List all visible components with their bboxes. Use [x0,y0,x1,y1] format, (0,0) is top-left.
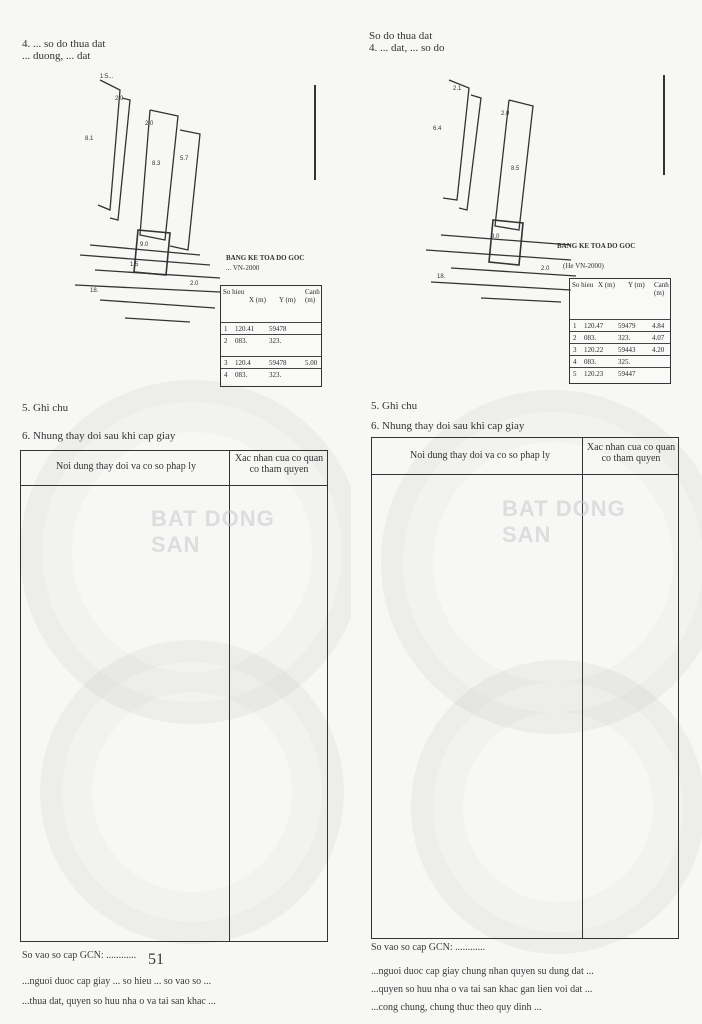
svg-text:2.0: 2.0 [190,281,199,287]
right-header-line2: 4. ... dat, ... so do [369,42,445,54]
right-table-col1-header: Noi dung thay doi va co so phap ly [410,450,550,461]
coord-row: 4 083. 323. [221,368,321,381]
left-footer-num: 51 [148,951,164,968]
svg-text:18.: 18. [437,274,446,280]
coord-row: 1 120.47 59479 4.84 [570,319,670,332]
coord-header-edge: Canh (m) [305,288,320,304]
left-section-title: 6. Nhung thay doi sau khi cap giay [22,430,176,442]
coord-header-y: Y (m) [279,296,296,304]
svg-text:2.0: 2.0 [145,121,154,127]
right-footer-label: So vao so cap GCN: ............ [371,942,486,953]
coord-row: 3 120.4 59478 5.00 [221,356,321,369]
left-watermark-text: BAT DONG SAN [151,506,275,557]
left-map-edge-bar [314,85,316,180]
left-table-col2-header: Xac nhan cua co quan co tham quyen [234,453,324,475]
svg-text:2.0: 2.0 [501,111,510,117]
left-table-col1-header: Noi dung thay doi va co so phap ly [56,461,196,472]
right-footer-line: ...quyen so huu nha o va tai san khac gan lien voi dat ... [371,984,593,995]
svg-text:6.4: 6.4 [433,126,442,132]
coord-row: 2 083. 323. 4.07 [570,331,670,344]
left-coord-table [220,285,322,387]
svg-text:2.1: 2.1 [453,86,462,92]
coord-header-no: So hieu [223,288,245,296]
coord-header-no: So hieu [572,281,594,289]
right-table-col2-header: Xac nhan cua co quan co tham quyen [586,442,676,464]
left-changes-table [20,450,328,942]
coord-header-x: X (m) [598,281,615,289]
right-certificate-page [351,0,702,1024]
svg-text:8.3: 8.3 [152,161,161,167]
coord-header-x: X (m) [249,296,266,304]
left-section-label: 5. Ghi chu [22,402,69,414]
left-footer-line: So vao so cap GCN: ............ [22,950,137,961]
right-section-title: 6. Nhung thay doi sau khi cap giay [371,420,525,432]
right-coord-table-title: BANG KE TOA DO GOC [557,242,636,250]
right-footer-line: ...nguoi duoc cap giay chung nhan quyen su dung dat ... [371,966,594,977]
right-section-label: 5. Ghi chu [371,400,418,412]
svg-text:8.5: 8.5 [511,166,520,172]
coord-header-edge: Canh (m) [654,281,669,297]
svg-text:9.0: 9.0 [140,242,149,248]
left-footer-line: ...thua dat, quyen so huu nha o va tai san khac ... [22,996,216,1007]
svg-text:18.: 18. [90,288,99,294]
coord-row: 4 083. 325. [570,355,670,368]
svg-text:9.0: 9.0 [491,234,500,240]
svg-text:2.0: 2.0 [541,266,550,272]
right-header-line1: So do thua dat [369,30,433,42]
right-table-header-rule [372,474,678,475]
coord-row: 1 120.41 59478 [221,322,321,335]
right-changes-table [371,437,679,939]
svg-text:1:5...: 1:5... [100,74,114,80]
coord-header-y: Y (m) [628,281,645,289]
svg-text:1.5: 1.5 [130,262,139,268]
left-coord-table-title: BANG KE TOA DO GOC [226,254,305,262]
svg-text:8.1: 8.1 [85,136,94,142]
right-coord-table-subtitle: (He VN-2000) [563,262,604,270]
left-header-line2: ... duong, ... dat [22,50,91,62]
right-watermark-text: BAT DONG SAN [502,496,626,547]
coord-row: 2 083. 323. [221,334,321,347]
svg-text:2.0: 2.0 [115,96,124,102]
left-footer-line: ...nguoi duoc cap giay ... so hieu ... so vao so ... [22,976,212,987]
svg-text:5.7: 5.7 [180,156,189,162]
right-map-edge-bar [663,75,665,175]
left-header-line1: 4. ... so do thua dat [22,38,106,50]
coord-row: 5 120.23 59447 [570,367,670,380]
coord-row: 3 120.22 59443 4.20 [570,343,670,356]
right-footer-line: ...cong chung, chung thuc theo quy dinh ... [371,1002,542,1013]
left-table-header-rule [21,485,327,486]
left-coord-table-subtitle: ... VN-2000 [226,264,260,272]
right-coord-table [569,278,671,384]
